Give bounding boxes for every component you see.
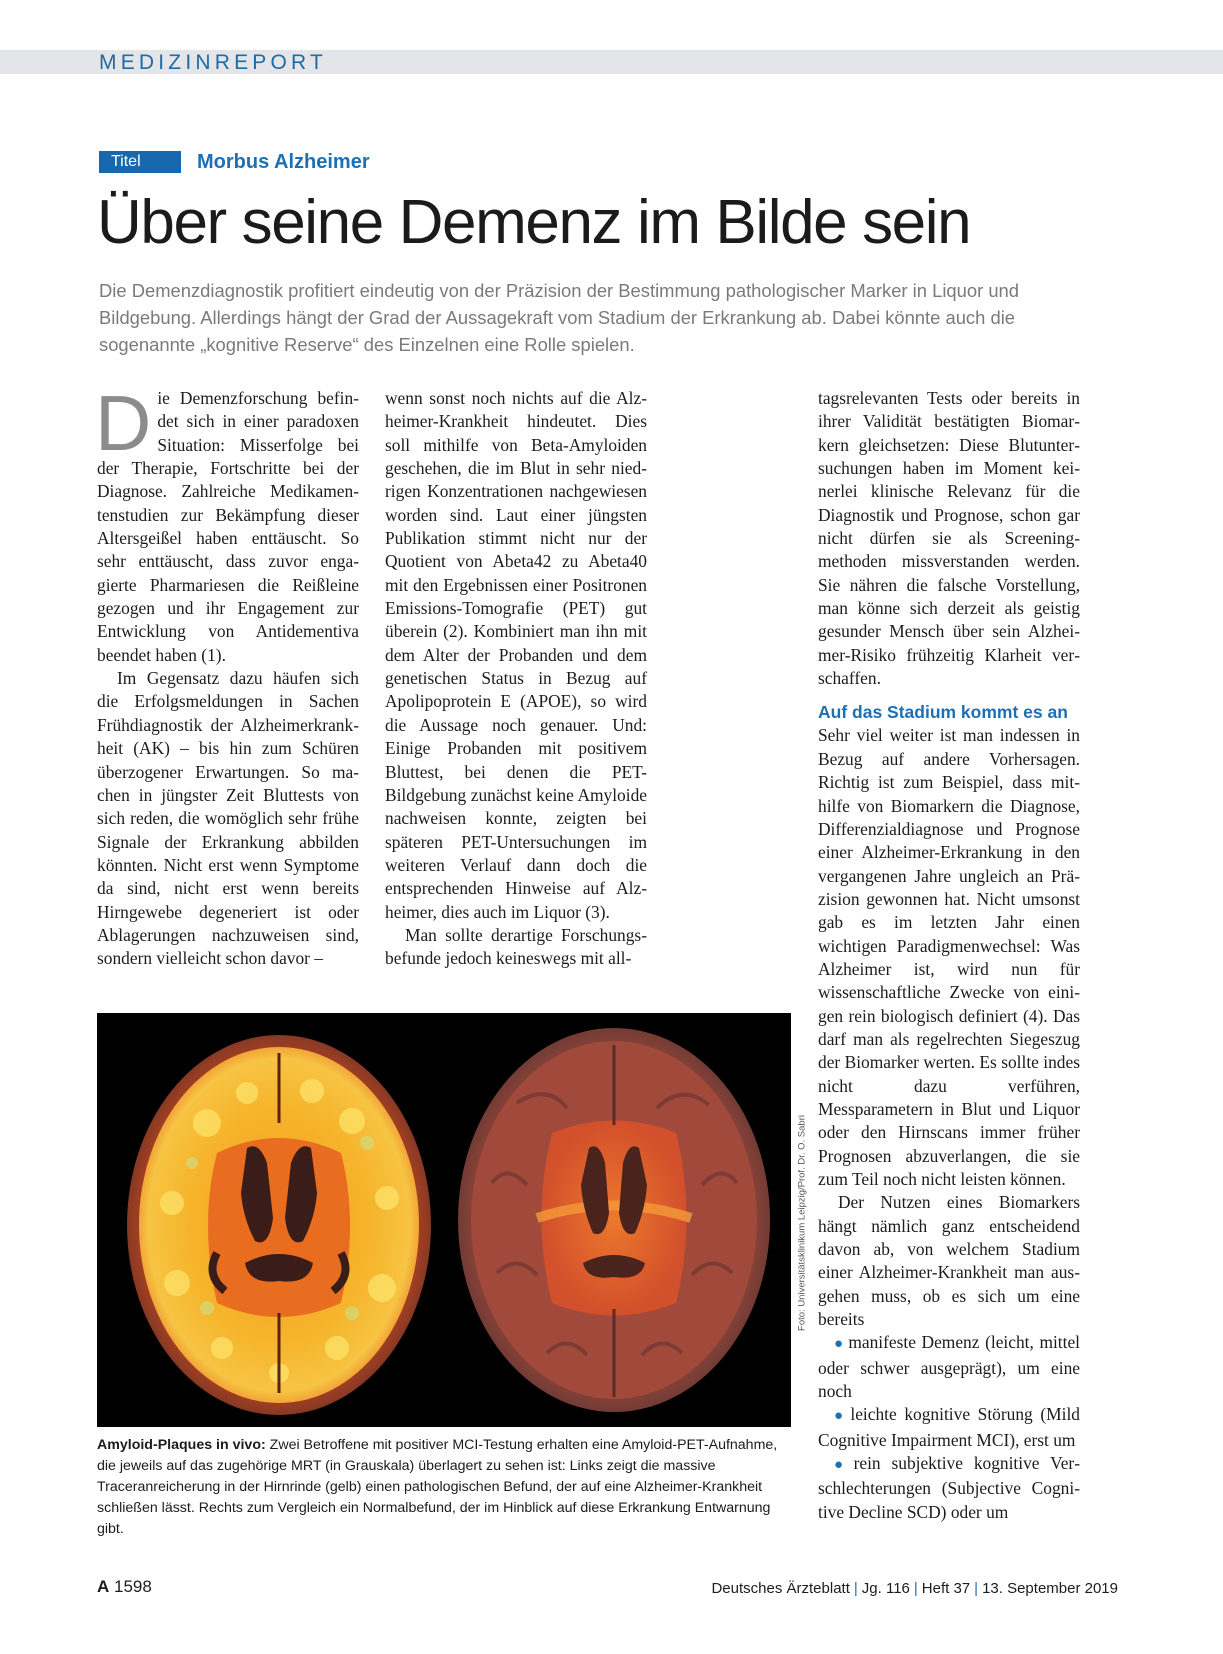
page-number	[97, 1577, 152, 1597]
subheading: Auf das Stadium kommt es an	[818, 702, 1068, 723]
bullet-icon: ●	[834, 1457, 850, 1474]
bullet-item	[818, 1403, 1080, 1452]
text-column-3	[818, 387, 1080, 1524]
brain-scan-image	[97, 1013, 791, 1427]
separator: |	[853, 1580, 858, 1597]
text-column-2	[385, 387, 647, 971]
paragraph: Man sollte derartige Forschungsbefunde jedoch keineswegs mit all-	[385, 924, 647, 969]
separator: |	[913, 1580, 918, 1597]
brain-scan-right	[458, 1028, 770, 1412]
bullet-icon: ●	[834, 1336, 845, 1353]
article-lead: Die Demenzdiagnostik profitiert eindeutig von der Präzision der Bestimmung pathologischer Marker in Liquor und Bildgebung. Allerdings hängt der Grad der Aussagekraft vom Stadium der Erkrankung ab. Dabei könnte auch die sogenannte „kognitive Reserve“ des Einzelnen eine Rolle spielen.	[99, 280, 1020, 355]
paragraph-text: ie Demenzforschung befindet sich in einer paradoxen Situation: Misserfolge bei der Therapie, Fortschritte bei der Diagnose. Zahlreiche Medikamentenstudien zur Bekämpfung dieser Altersgeißel haben enttäuscht. So sehr enttäuscht, dass zuvor engagierte Pharmariesen die Reißleine gezogen und ihr Engagement zur Entwicklung von Antidementiva beendet haben (1).	[97, 388, 359, 665]
journal-issue: Heft 37	[921, 1580, 971, 1597]
bullet-icon: ●	[834, 1408, 847, 1425]
paragraph: Der Nutzen eines Biomarkers hängt nämlich ganz entscheidend davon ab, von welchem Stadium einer Alzheimer-Krankheit man ausgehen muss, ob es sich um eine bereits	[818, 1192, 1080, 1330]
paragraph: tagsrelevanten Tests oder bereits in ihrer Validität bestätigten Biomarkern gleichsetzen: Diese Blutuntersuchungen haben im Moment keinerlei klinische Relevanz für die Diagnostik und Prognose, schon gar nicht dürfen sie als Screeningmethoden missverstanden werden. Sie nähren die falsche Vorstellung, man könne sich derzeit als geistig gesunder Mensch über sein Alzheimer-Risiko frühzeitig Klarheit verschaffen.	[818, 388, 1080, 689]
paragraph: wenn sonst noch nichts auf die Alzheimer-Krankheit hindeutet. Dies soll mithilfe von Beta-Amyloiden geschehen, die im Blut in sehr niedrigen Konzentrationen nachgewiesen worden sind. Laut einer jüngsten Publikation stimmt nicht nur der Quotient von Abeta42 zu Abeta40 mit den Ergebnissen einer Positronen Emissions-Tomografie (PET) gut überein (2). Kombiniert man ihn mit dem Alter der Probanden und dem genetischen Status in Bezug auf Apolipoprotein E (APOE), so wird die Aussage noch genauer. Und: Einige Probanden mit positivem Bluttest, bei denen die PET-Bildgebung zunächst keine Amyloide nachweisen konnte, zeigten bei späteren PET-Untersuchungen im weiteren Verlauf dann doch die entsprechenden Hinweise auf Alzheimer, dies auch im Liquor (3).	[385, 388, 647, 922]
photo-credit-text: Foto: Universitätsklinikum Leipzig/Prof. Dr. O. Sabri	[796, 1115, 808, 1331]
photo-credit	[795, 1013, 809, 1427]
paragraph: Sehr viel weiter ist man indessen in Bezug auf andere Vorhersagen. Richtig ist zum Beispiel, dass mithilfe von Biomarkern die Diagnose, Differenzialdiagnose und Prognose einer Alzheimer-Erkrankung in den vergangenen Jahre ungleich an Präzision gewonnen hat. Nicht umsonst gab es im letzten Jahr einen wichtigen Paradigmenwechsel: Was Alzheimer ist, wird nun für wissenschaftliche Zwecke von einigen rein biologisch definiert (4). Das darf man als regelrechten Siegeszug der Biomarker werten. Es sollte indes nicht dazu verführen, Messparametern in Blut und Liquor oder den Hirnscans immer früher Prognosen abzuverlangen, die sie zum Teil noch nicht leisten können.	[818, 725, 1080, 1189]
paragraph: Im Gegensatz dazu häufen sich die Erfolgsmeldungen in Sachen Frühdiagnostik der Alzheimerkrankheit (AK) – bis hin zum Schüren überzogener Erwartungen. So machen in jüngster Zeit Bluttests von sich reden, die womöglich sehr frühe Signale der Erkrankung abbilden könnten. Nicht erst wenn Symptome da sind, nicht erst wenn bereits Hirngewebe degeneriert ist oder Ablagerungen nachzuweisen sind, sondern vielleicht schon davor –	[97, 668, 359, 969]
figure-caption	[97, 1435, 797, 1540]
bullet-item	[818, 1452, 1080, 1524]
brain-scan-left	[127, 1035, 431, 1415]
category-tag: Titel	[99, 151, 181, 173]
bullet-text: leichte kognitive Störung (Mild Cognitive Impairment MCI), erst um	[818, 1404, 1080, 1450]
bullet-text: rein subjektive kognitive Verschlechterungen (Subjective Cognitive Decline SCD) oder um	[818, 1453, 1080, 1522]
journal-info	[711, 1580, 1118, 1597]
caption-text: Zwei Betroffene mit positiver MCI-Testung erhalten eine Amyloid-PET-Aufnahme, die jeweils auf das zugehörige MRT (in Grauskala) überlagert zu sehen ist: Links zeigt die massive Traceranreicherung in der Hirnrinde (gelb) einen pathologischen Befund, der auf eine Alzheimer-Krankheit schließen lässt. Rechts zum Vergleich ein Normalbefund, der im Hinblick auf diese Erkrankung Entwarnung gibt.	[97, 1437, 778, 1537]
text-column-1	[95, 379, 359, 971]
paragraph	[95, 379, 359, 667]
topic-label: Morbus Alzheimer	[197, 151, 370, 173]
journal-name: Deutsches Ärzteblatt	[711, 1580, 850, 1597]
page-number-value: 1598	[114, 1577, 152, 1596]
separator: |	[974, 1580, 979, 1597]
section-label: MEDIZINREPORT	[99, 51, 328, 74]
drop-cap: D	[95, 379, 152, 467]
bullet-item	[818, 1331, 1080, 1403]
caption-title: Amyloid-Plaques in vivo:	[97, 1437, 266, 1453]
article-title: Über seine Demenz im Bilde sein	[97, 188, 971, 257]
page-prefix: A	[97, 1577, 110, 1596]
bullet-text: manifeste Demenz (leicht, mittel oder schwer ausgeprägt), um eine noch	[818, 1332, 1081, 1402]
journal-date: 13. September 2019	[982, 1580, 1118, 1597]
brain-scan-figure	[97, 1013, 791, 1427]
journal-volume: Jg. 116	[861, 1580, 910, 1597]
